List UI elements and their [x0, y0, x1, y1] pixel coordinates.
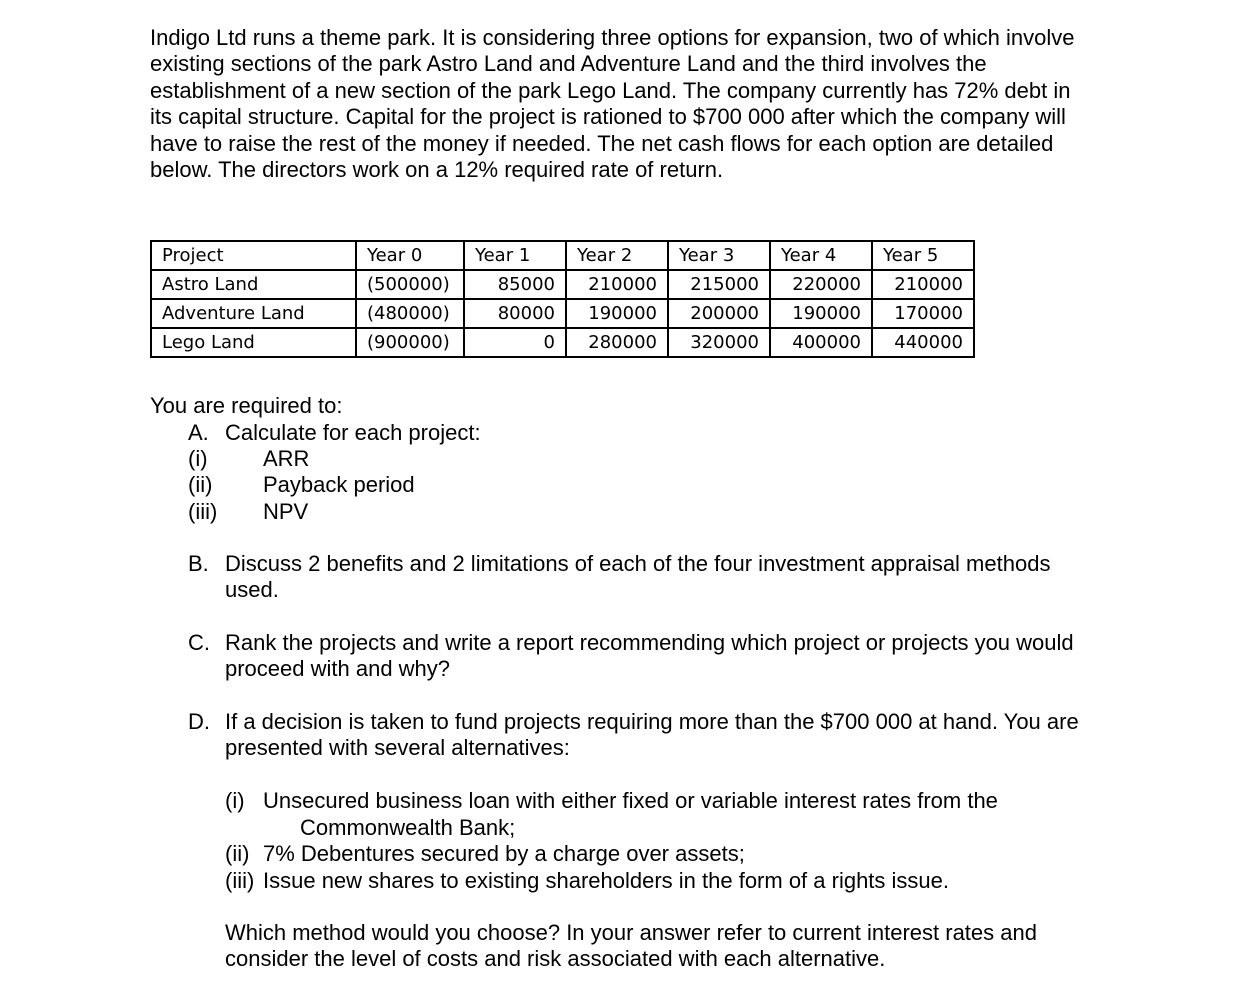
cash-flow-cell: 0 — [464, 328, 566, 357]
cash-flow-cell: 190000 — [770, 299, 872, 328]
part-d-marker: D. — [188, 709, 210, 734]
cash-flow-cell: 220000 — [770, 270, 872, 299]
cash-flow-cell: 170000 — [872, 299, 974, 328]
intro-paragraph: Indigo Ltd runs a theme park. It is considering three options for expansion, two of which involve existing sections of the park Astro Land and Adventure Land and the third involves the establishment of a new section of the park Lego Land. The company currently has 72% debt in its capital structure. Capital for the project is rationed to $700 000 after which the company will have to raise the rest of the money if needed. The net cash flows for each option are detailed below. The directors work on a 12% required rate of return. — [150, 25, 1075, 183]
cash-flow-cell: 80000 — [464, 299, 566, 328]
part-d-item-num: (i) — [225, 788, 245, 813]
cash-flow-cell: (480000) — [356, 299, 464, 328]
header-year-2: Year 2 — [566, 241, 668, 270]
part-d-item-text: Issue new shares to existing shareholders in the form of a rights issue. — [263, 868, 950, 893]
part-a-item-text: ARR — [263, 446, 310, 471]
project-name: Adventure Land — [151, 299, 356, 328]
table-header-row — [151, 241, 974, 270]
header-year-5: Year 5 — [872, 241, 974, 270]
header-year-3: Year 3 — [668, 241, 770, 270]
part-c-text: Rank the projects and write a report recommending which project or projects you would proceed with and why? — [225, 630, 1074, 682]
header-year-4: Year 4 — [770, 241, 872, 270]
header-year-1: Year 1 — [464, 241, 566, 270]
part-a-item-num: (ii) — [188, 472, 213, 497]
part-a-marker: A. — [188, 420, 209, 445]
part-d-item-text: Unsecured business loan with either fixed or variable interest rates from the — [263, 788, 998, 813]
cash-flow-cell: (500000) — [356, 270, 464, 299]
part-b-text: Discuss 2 benefits and 2 limitations of each of the four investment appraisal methods used. — [225, 551, 1051, 603]
table-row — [151, 299, 974, 328]
table-row — [151, 270, 974, 299]
cash-flow-table — [150, 240, 975, 358]
cash-flow-cell: 210000 — [872, 270, 974, 299]
cash-flow-cell: 320000 — [668, 328, 770, 357]
table-row — [151, 328, 974, 357]
cash-flow-cell: 85000 — [464, 270, 566, 299]
cash-flow-cell: 200000 — [668, 299, 770, 328]
part-d-item-num: (ii) — [225, 841, 250, 866]
part-c-marker: C. — [188, 630, 210, 655]
part-a-item-text: NPV — [263, 499, 309, 524]
part-d-item-text: 7% Debentures secured by a charge over assets; — [263, 841, 745, 866]
part-d-text: If a decision is taken to fund projects requiring more than the $700 000 at hand. You are presented with several alternatives: — [225, 709, 1079, 761]
header-year-0: Year 0 — [356, 241, 464, 270]
cash-flow-cell: 190000 — [566, 299, 668, 328]
part-a-text: Calculate for each project: — [225, 420, 481, 445]
cash-flow-cell: 440000 — [872, 328, 974, 357]
required-heading: You are required to: — [150, 393, 343, 418]
part-d-item-num: (iii) — [225, 868, 255, 893]
cash-flow-cell: 400000 — [770, 328, 872, 357]
header-project: Project — [151, 241, 356, 270]
cash-flow-cell: 210000 — [566, 270, 668, 299]
cash-flow-cell: (900000) — [356, 328, 464, 357]
project-name: Lego Land — [151, 328, 356, 357]
project-name: Astro Land — [151, 270, 356, 299]
part-a-item-num: (i) — [188, 446, 208, 471]
part-b-marker: B. — [188, 551, 209, 576]
part-d-closing: Which method would you choose? In your answer refer to current interest rates and consider the level of costs and risk associated with each alternative. — [225, 920, 1037, 972]
cash-flow-cell: 215000 — [668, 270, 770, 299]
part-d-item-continuation: Commonwealth Bank; — [300, 815, 516, 840]
part-a-item-text: Payback period — [263, 472, 415, 497]
part-a-item-num: (iii) — [188, 499, 218, 524]
cash-flow-cell: 280000 — [566, 328, 668, 357]
